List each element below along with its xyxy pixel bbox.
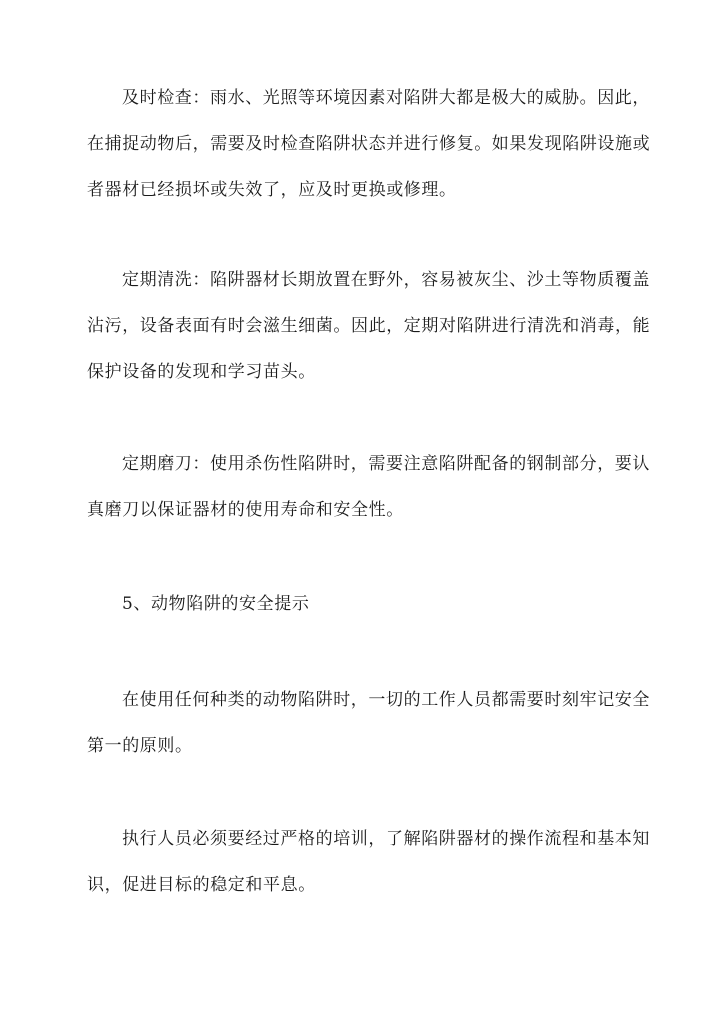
text-line: 真磨刀以保证器材的使用寿命和安全性。 [87,500,404,520]
text-line: 在捕捉动物后，需要及时检查陷阱状态并进行修复。如果发现陷阱设施或 [87,134,651,154]
text-line: 第一的原则。 [87,736,193,756]
text-line: 在使用任何种类的动物陷阱时，一切的工作人员都需要时刻牢记安全 [122,690,650,710]
paragraph-timely-inspection [87,75,651,213]
paragraph-safety-first [87,677,650,769]
text-line: 沾污，设备表面有时会滋生细菌。因此，定期对陷阱进行清洗和消毒，能 [87,316,651,336]
text-line: 定期清洗：陷阱器材长期放置在野外，容易被灰尘、沙土等物质覆盖 [122,270,650,290]
paragraph-training [87,816,650,908]
text-line: 执行人员必须要经过严格的培训，了解陷阱器材的操作流程和基本知 [122,829,650,849]
text-line: 识，促进目标的稳定和平息。 [87,875,316,895]
text-line: 保护设备的发现和学习苗头。 [87,362,316,382]
paragraph-regular-cleaning [87,257,651,395]
text-line: 定期磨刀：使用杀伤性陷阱时，需要注意陷阱配备的钢制部分，要认 [122,454,650,474]
paragraph-regular-sharpening [87,441,650,533]
text-line: 5、动物陷阱的安全提示 [122,594,310,614]
section-heading-safety-tips [87,581,635,627]
text-line: 及时检查：雨水、光照等环境因素对陷阱大都是极大的威胁。因此， [122,88,650,108]
text-line: 者器材已经损坏或失效了，应及时更换或修理。 [87,180,457,200]
